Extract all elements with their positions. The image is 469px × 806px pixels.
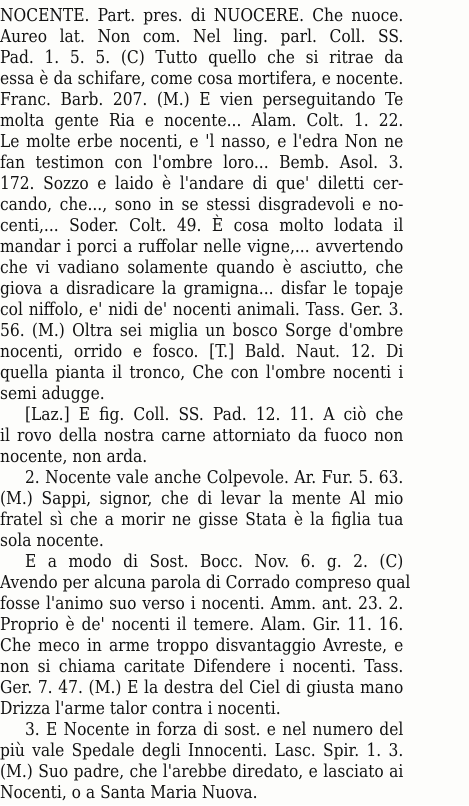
text-line: col niffolo, e' nidi de' nocenti animali. Tass. Ger. 3. — [0, 299, 404, 320]
text-line: fosse l'animo suo verso i nocenti. Amm. ant. 23. 2. — [0, 593, 404, 614]
text-line: più vale Spedale degli Innocenti. Lasc. Spir. 1. 3. — [0, 740, 404, 761]
text-line: mandar i porci a ruffolar nelle vigne,... avvertendo — [0, 236, 404, 257]
text-line: (M.) Suo padre, che l'arebbe diredato, e lasciato ai — [0, 761, 404, 782]
text-line: [Laz.] E fig. Coll. SS. Pad. 12. 11. A ciò che — [24, 404, 404, 425]
text-line: fan testimon con l'ombre loro... Bemb. Asol. 3. — [0, 152, 404, 173]
text-line: Che meco in arme troppo disvantaggio Avreste, e — [0, 635, 404, 656]
text-line: Le molte erbe nocenti, e 'l nasso, e l'edra Non ne — [0, 131, 404, 152]
text-line: semi adugge. — [0, 383, 105, 404]
text-line: 56. (M.) Oltra sei miglia un bosco Sorge d'ombre — [0, 320, 404, 341]
text-line: E a modo di Sost. Bocc. Nov. 6. g. 2. (C) — [24, 551, 404, 572]
text-line: Aureo lat. Non com. Nel ling. parl. Coll. SS. — [0, 26, 404, 47]
text-line: NOCENTE. Part. pres. di NUOCERE. Che nuoce. — [0, 5, 404, 26]
text-line: Franc. Barb. 207. (M.) E vien perseguitando Te — [0, 89, 404, 110]
text-line: Avendo per alcuna parola di Corrado compreso qual — [0, 572, 411, 593]
text-line: Proprio è de' nocenti il temere. Alam. Gir. 11. 16. — [0, 614, 404, 635]
text-line: essa è da schifare, come cosa mortifera, e nocente. — [0, 68, 404, 89]
text-line: Ger. 7. 47. (M.) E la destra del Ciel di giusta mano — [0, 677, 404, 698]
text-line: 3. E Nocente in forza di sost. e nel numero del — [24, 719, 404, 740]
text-line: centi,... Soder. Colt. 49. È cosa molto lodata il — [0, 215, 404, 236]
text-line: Nocenti, o a Santa Maria Nuova. — [0, 782, 258, 803]
text-line: cando, che..., sono in se stessi disgradevoli e no- — [0, 194, 404, 215]
text-line: sola nocente. — [0, 530, 104, 551]
text-line: fratel sì che a morir ne gisse Stata è la figlia tua — [0, 509, 404, 530]
text-line: che vi vadiano solamente quando è asciutto, che — [0, 257, 404, 278]
text-line: giova a disradicare la gramigna... disfar le topaje — [0, 278, 404, 299]
text-line: nocente, non arda. — [0, 446, 148, 467]
text-line: il rovo della nostra carne attorniato da fuoco non — [0, 425, 404, 446]
text-line: molta gente Ria e nocente... Alam. Colt. 1. 22. — [0, 110, 404, 131]
text-line: 2. Nocente vale anche Colpevole. Ar. Fur. 5. 63. — [24, 467, 404, 488]
text-line: non si chiama caritate Difendere i nocenti. Tass. — [0, 656, 404, 677]
text-line: nocenti, orrido e fosco. [T.] Bald. Naut. 12. Di — [0, 341, 404, 362]
text-line: (M.) Sappi, signor, che di levar la mente Al mio — [0, 488, 404, 509]
text-line: Drizza l'arme talor contra i nocenti. — [0, 698, 281, 719]
text-line: Pad. 1. 5. 5. (C) Tutto quello che si ritrae da — [0, 47, 404, 68]
text-line: quella pianta il tronco, Che con l'ombre nocenti i — [0, 362, 404, 383]
text-line: 172. Sozzo e laido è l'andare di que' diletti cer- — [0, 173, 404, 194]
